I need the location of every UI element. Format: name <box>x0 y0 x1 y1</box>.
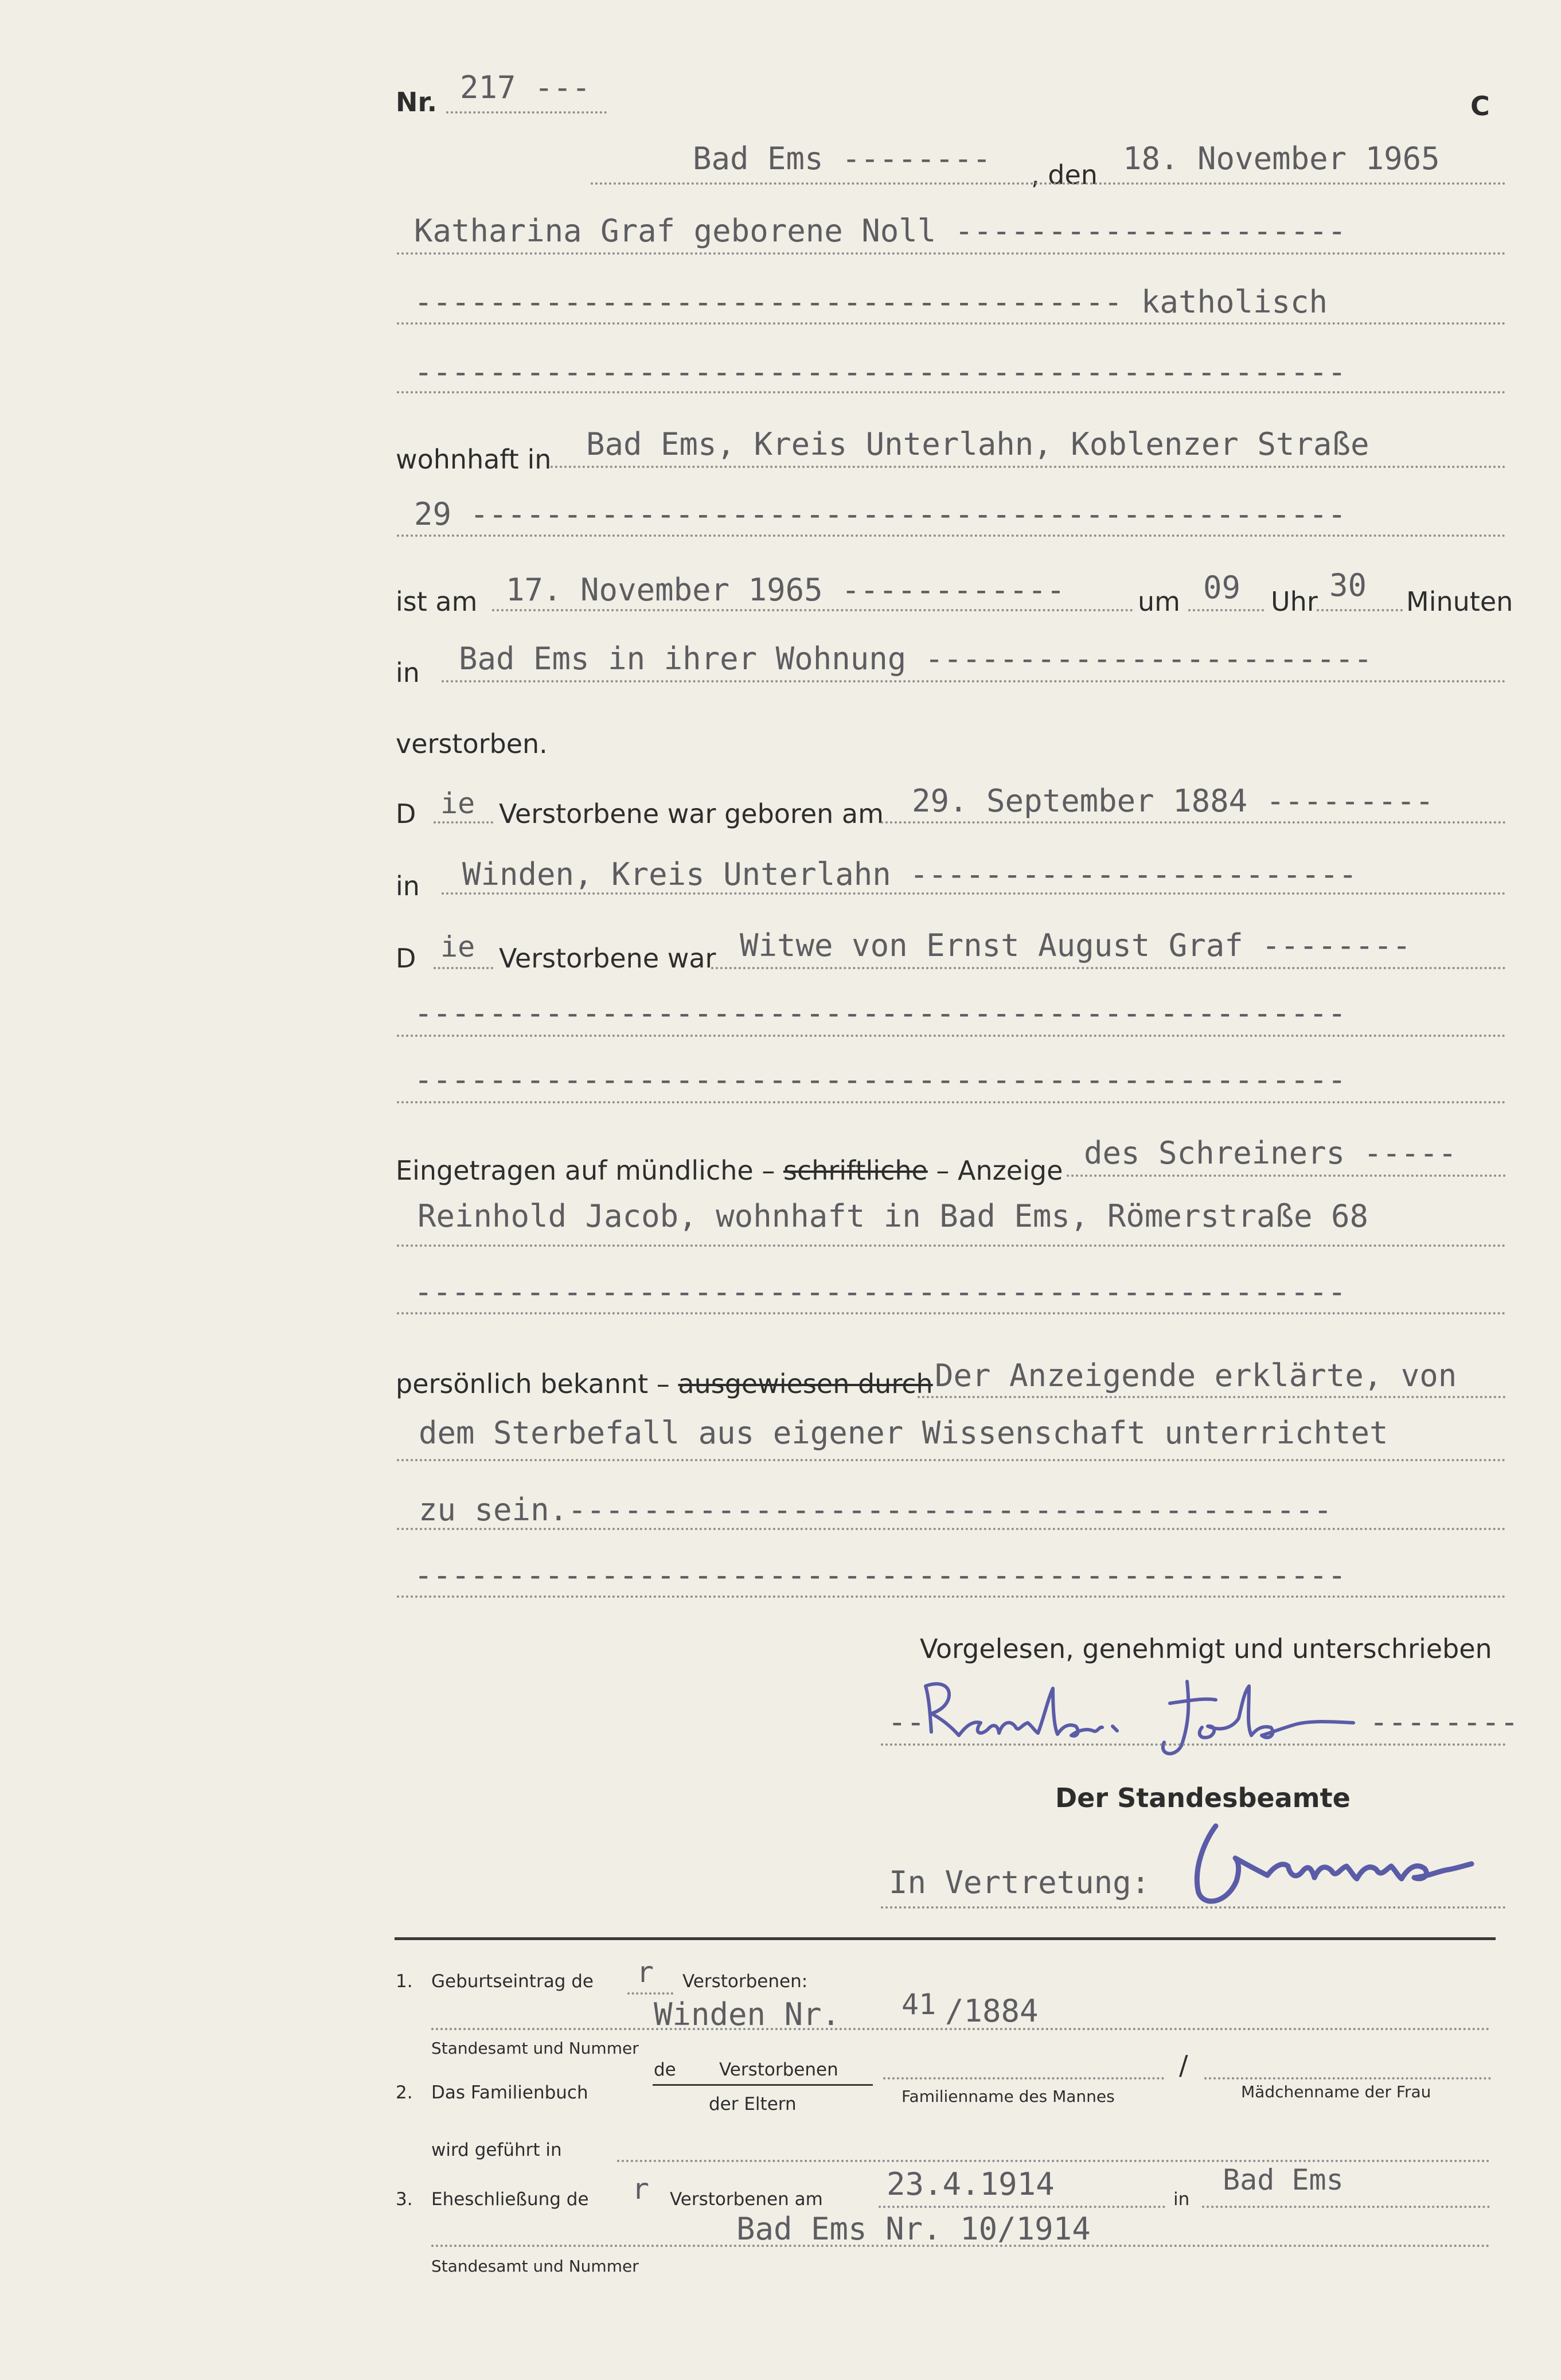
marital-line3: -------------------------------------------------- <box>414 1062 1347 1098</box>
deceased-name: Katharina Graf geborene Noll --------------------- <box>414 213 1347 249</box>
read-approved-label: Vorgelesen, genehmigt und unterschrieben <box>920 1633 1492 1664</box>
registration-label: Eingetragen auf mündliche – schriftliche – Anzeige <box>396 1155 1063 1186</box>
marital-line2-line <box>397 1035 1506 1037</box>
family-book-parents: der Eltern <box>709 2094 797 2114</box>
informant-signature <box>918 1663 1376 1766</box>
birth-date-line <box>881 821 1506 824</box>
family-book-deceased: Verstorbenen <box>719 2059 838 2080</box>
birth-entry-label: Geburtseintrag de <box>431 1971 594 1992</box>
registrar-signature-line <box>881 1906 1506 1909</box>
birth-place-line <box>442 892 1506 895</box>
residence-label: wohnhaft in <box>396 444 552 475</box>
marriage-place-line <box>1202 2206 1490 2208</box>
minuten-label: Minuten <box>1406 586 1513 617</box>
birth-entry-article-line <box>627 1992 673 1995</box>
identification-text1: Der Anzeigende erklärte, von <box>935 1357 1457 1394</box>
marriage-place: Bad Ems <box>1223 2163 1344 2196</box>
informant-signature-line <box>881 1743 1506 1746</box>
birth-entry-label2: Verstorbenen: <box>682 1971 808 1992</box>
marital-line2: -------------------------------------------------- <box>414 995 1347 1031</box>
husband-name-label: Familienname des Mannes <box>902 2087 1115 2106</box>
identification-line2 <box>397 1459 1506 1461</box>
birth-entry-year: /1884 <box>945 1993 1039 2029</box>
birth-entry-office: Winden Nr. <box>654 1996 841 2032</box>
birth-place: Winden, Kreis Unterlahn ------------------------ <box>462 856 1357 892</box>
religion-line <box>397 322 1506 325</box>
birth-text-label: Verstorbene war geboren am <box>499 798 884 829</box>
wife-name-line <box>1204 2077 1491 2079</box>
identification-line3 <box>397 1528 1506 1530</box>
death-date-line <box>492 609 1133 611</box>
marriage-label2: Verstorbenen am <box>670 2189 823 2210</box>
family-book-fraction-line <box>653 2084 873 2086</box>
death-place-line <box>442 680 1506 682</box>
kept-in-label: wird geführt in <box>431 2140 562 2160</box>
identification-text2: dem Sterbefall aus eigener Wissenschaft unterrichtet <box>419 1415 1388 1451</box>
death-in-label: in <box>396 657 420 688</box>
marital-status: Witwe von Ernst August Graf -------- <box>740 927 1411 963</box>
registrar-title: Der Standesbeamte <box>1055 1782 1351 1813</box>
informant-line3-line <box>397 1312 1506 1314</box>
residence-line <box>551 466 1506 468</box>
marital-text-label: Verstorbene war <box>499 943 716 974</box>
marriage-office-line <box>431 2245 1490 2247</box>
marriage-date-line <box>879 2206 1165 2208</box>
marriage-in-label: in <box>1173 2189 1190 2210</box>
deputy-text: In Vertretung: <box>889 1864 1150 1901</box>
name-line <box>397 252 1506 255</box>
death-place: Bad Ems in ihrer Wohnung ------------------------ <box>459 641 1373 677</box>
marital-article: ie <box>440 930 475 963</box>
footnote-1-number: 1. <box>396 1971 413 1992</box>
nr-label: Nr. <box>396 87 438 118</box>
marriage-label: Eheschließung de <box>431 2189 589 2210</box>
wife-name-label: Mädchenname der Frau <box>1241 2082 1431 2101</box>
marital-article-line <box>434 967 493 969</box>
identification-text3: zu sein.----------------------------------------- <box>419 1492 1333 1528</box>
marriage-article: r <box>632 2172 650 2206</box>
identification-line4 <box>397 1595 1506 1598</box>
informant-occupation: des Schreiners ----- <box>1084 1135 1457 1171</box>
family-book-article: de <box>654 2059 676 2080</box>
minute-line <box>1317 609 1403 611</box>
birth-entry-line <box>431 2028 1490 2030</box>
standesamt-label-1: Standesamt und Nummer <box>431 2039 639 2058</box>
ist-am-label: ist am <box>396 586 478 617</box>
marital-d-label: D <box>396 943 416 974</box>
struck-written-option: schriftliche <box>783 1155 928 1186</box>
um-label: um <box>1138 586 1180 617</box>
register-number: 217 --- <box>460 69 591 106</box>
birth-date: 29. September 1884 --------- <box>912 783 1434 819</box>
informant-name-address: Reinhold Jacob, wohnhaft in Bad Ems, Römerstraße 68 <box>417 1198 1369 1234</box>
record-date: 18. November 1965 <box>1123 141 1440 177</box>
birth-article: ie <box>440 787 475 820</box>
kept-in-line <box>617 2160 1490 2162</box>
family-book-label: Das Familienbuch <box>431 2082 588 2103</box>
identification-label: persönlich bekannt – ausgewiesen durch <box>396 1368 933 1399</box>
hour-line <box>1188 609 1264 611</box>
birth-entry-article: r <box>637 1956 654 1989</box>
marriage-date: 23.4.1914 <box>887 2166 1055 2202</box>
standesamt-label-2: Standesamt und Nummer <box>431 2257 639 2276</box>
deceased-line3: -------------------------------------------------- <box>414 354 1347 390</box>
verstorben-label: verstorben. <box>396 728 548 759</box>
birth-entry-number: 41 <box>902 1988 936 2021</box>
footnote-divider <box>395 1937 1496 1940</box>
place-date-line <box>591 182 1506 185</box>
deceased-line3-line <box>397 391 1506 393</box>
registrar-signature <box>1181 1807 1503 1915</box>
footnote-3-number: 3. <box>396 2189 413 2210</box>
informant-signature-suffix: -------- <box>1369 1704 1519 1740</box>
residence2-line <box>397 534 1506 537</box>
residence-number: 29 ----------------------------------------------- <box>414 496 1347 532</box>
footnote-2-number: 2. <box>396 2082 413 2103</box>
den-label: , den <box>1031 159 1098 190</box>
struck-id-option: ausgewiesen durch <box>678 1368 933 1399</box>
birth-d-label: D <box>396 798 416 829</box>
death-hour: 09 <box>1203 569 1241 606</box>
marital-line3-line <box>397 1101 1506 1103</box>
informant-line2 <box>397 1244 1506 1247</box>
marriage-office: Bad Ems Nr. 10/1914 <box>736 2211 1091 2247</box>
husband-name-line <box>883 2077 1164 2079</box>
informant-line1 <box>1067 1175 1506 1177</box>
informant-signature-prefix: -- <box>888 1704 926 1740</box>
death-minute: 30 <box>1329 567 1367 603</box>
death-date: 17. November 1965 ------------ <box>506 572 1066 608</box>
identification-line1 <box>918 1396 1506 1398</box>
corner-mark: C <box>1470 91 1490 122</box>
birth-article-line <box>434 821 493 824</box>
birth-in-label: in <box>396 871 420 902</box>
uhr-label: Uhr <box>1271 586 1318 617</box>
deceased-religion: -------------------------------------- katholisch <box>414 284 1328 320</box>
residence: Bad Ems, Kreis Unterlahn, Koblenzer Straße <box>586 426 1369 462</box>
marital-status-line <box>711 967 1506 969</box>
informant-line3: -------------------------------------------------- <box>414 1274 1347 1310</box>
place-of-record: Bad Ems -------- <box>693 141 992 177</box>
identification-text4: -------------------------------------------------- <box>414 1557 1347 1593</box>
register-number-line <box>446 111 607 114</box>
name-separator: / <box>1179 2050 1188 2081</box>
